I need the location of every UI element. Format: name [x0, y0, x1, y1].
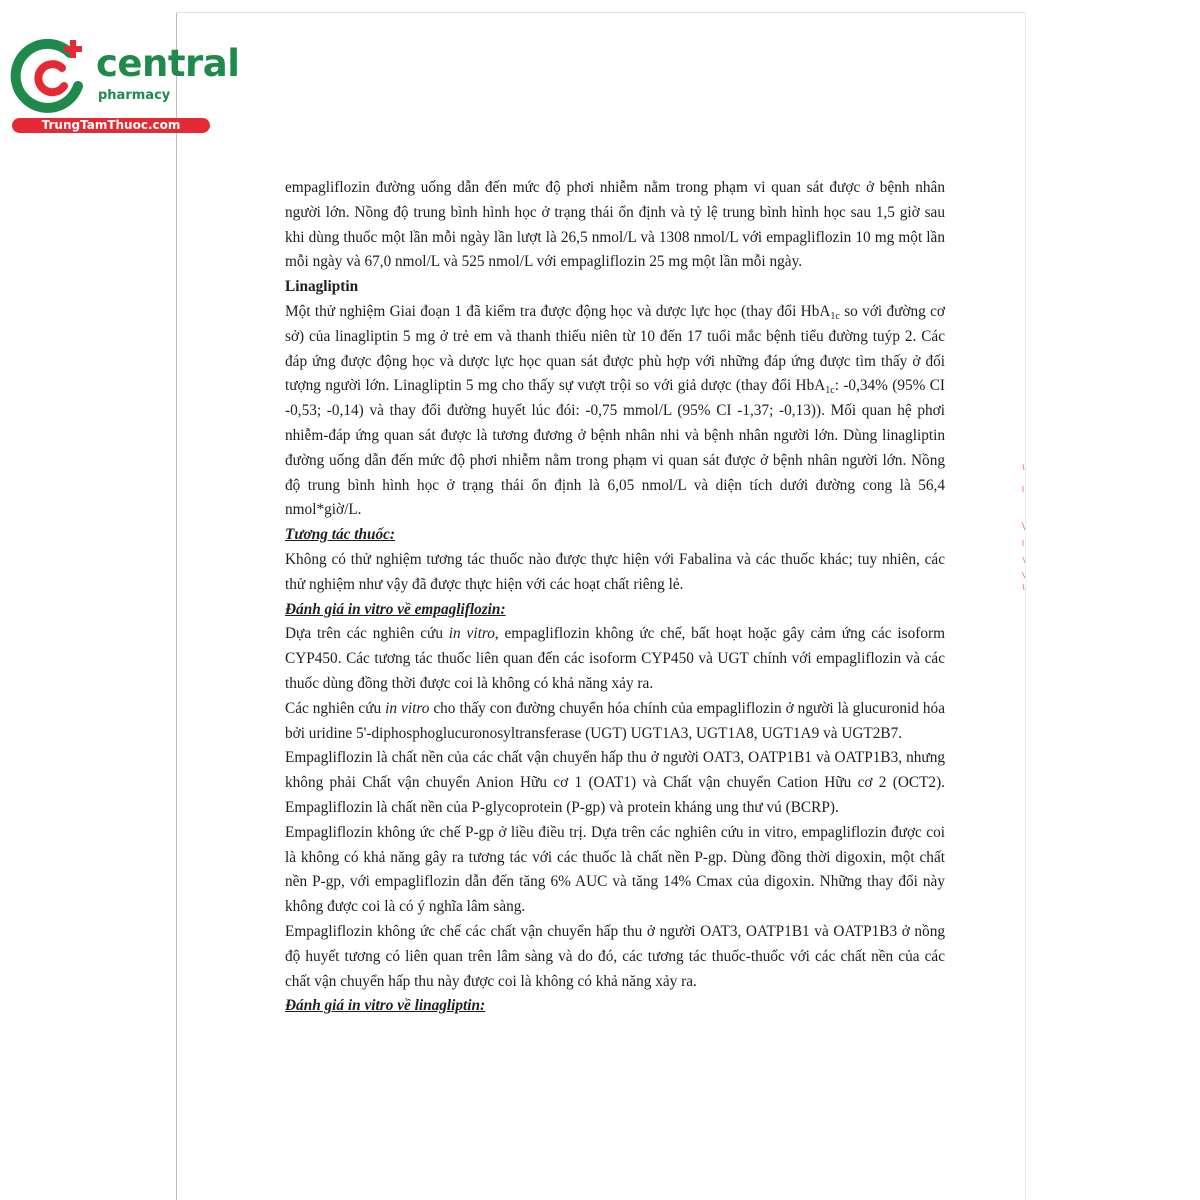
text-segment: Dựa trên các nghiên cứu [285, 625, 449, 643]
scan-edge-top [176, 12, 1026, 13]
brand-subtitle: pharmacy [98, 88, 171, 103]
paragraph-transporters: Empagliflozin là chất nền của các chất vận chuyển hấp thu ở người OAT3, OATP1B1 và OATP1B3, nhưng không phải Chất vận chuyển Anion Hữu cơ 1 (OAT1) và Chất vận chuyển Cation Hữu cơ 2 (OCT2). Empagliflozin là chất nền của P-glycoprotein (P-gp) và protein kháng ung thư vú (BCRP). [285, 749, 945, 816]
italic-in-vitro: in vitro [385, 699, 430, 717]
text-segment: : -0,34% (95% CI -0,53; -0,14) và thay đổi đường huyết lúc đói: -0,75 mmol/L (95% CI -1,37; -0,13)). Mối quan hệ phơi nhiễm-đáp ứng quan sát được là tương đương ở bệnh nhân nhi và bệnh nhân người lớn. Dùng linagliptin đường uống dẫn đến mức độ phơi nhiễm nằm trong phạm vi quan sát được ở bệnh nhân người lớn. Nồng độ trung bình hình học ở trạng thái ổn định là 6,05 nmol/L và diện tích dưới đường cong là 56,4 nmol*giờ/L. [285, 377, 945, 519]
paragraph-pgp: Empagliflozin không ức chế P-gp ở liều điều trị. Dựa trên các nghiên cứu in vitro, empagliflozin được coi là không có khả năng gây ra tương tác với các thuốc là chất nền P-gp. Dùng đồng thời digoxin, một chất nền P-gp, với empagliflozin dẫn đến tăng 6% AUC và tăng 14% Cmax của digoxin. Những thay đổi này không được coi là có ý nghĩa lâm sàng. [285, 823, 945, 916]
italic-in-vitro: in vitro [448, 625, 495, 643]
paragraph-metabolism [285, 697, 945, 747]
brand-mark-icon [10, 38, 90, 116]
text-segment: cho thấy con đường chuyển hóa chính của empagliflozin ở người là glucuronid hóa bởi uridine 5'-diphosphoglucuronosyltransferase (UGT) UGT1A3, UGT1A8, UGT1A9 và UGT2B7. [285, 699, 945, 742]
scan-edge-left [176, 12, 177, 1200]
text-segment: Một thử nghiệm Giai đoạn 1 đã kiểm tra được động học và dược lực học (thay đổi HbA [285, 302, 831, 320]
text-segment: , empagliflozin không ức chế, bất hoạt hoặc gây cảm ứng các isoform CYP450. Các tương tác thuốc liên quan đến các isoform CYP450 và UGT chính với empagliflozin và các thuốc dùng đồng thời được coi là không có khả năng xảy ra. [285, 625, 945, 692]
paragraph-linagliptin-pediatric [285, 300, 945, 523]
heading-linagliptin: Linagliptin [285, 278, 359, 296]
brand-logo [10, 38, 240, 138]
text-segment: Các nghiên cứu [285, 699, 386, 717]
subscript-1c: 1c [825, 385, 835, 397]
subscript-1c: 1c [830, 310, 840, 322]
heading-drug-interactions: Tương tác thuốc: [285, 526, 396, 544]
scan-edge-right [1025, 12, 1026, 1200]
heading-in-vitro-empagliflozin: Đánh giá in vitro về empagliflozin: [285, 600, 506, 618]
text-segment: so với đường cơ sở) của linagliptin 5 mg ở trẻ em và thanh thiếu niên từ 10 đến 17 tuổi mắc bệnh tiểu đường tuýp 2. Các đáp ứng được động học và dược lực học quan sát được phù hợp với những đáp ứng được tìm thấy ở đối tượng người lớn. Linagliptin 5 mg cho thấy sự vượt trội so với giả dược (thay đổi HbA [285, 302, 945, 395]
document-body [285, 176, 945, 1019]
paragraph-empagliflozin-pediatric: empagliflozin đường uống dẫn đến mức độ phơi nhiễm nằm trong phạm vi quan sát được ở bệnh nhân người lớn. Nồng độ trung bình hình học ở trạng thái ổn định và tỷ lệ trung bình hình học sau 1,5 giờ sau khi dùng thuốc một lần mỗi ngày lần lượt là 26,5 nmol/L và 1308 nmol/L với empagliflozin 10 mg một lần mỗi ngày và 67,0 nmol/L và 525 nmol/L với empagliflozin 25 mg một lần mỗi ngày. [285, 179, 945, 271]
scan-stray-marks [1018, 462, 1030, 592]
paragraph-cyp450 [285, 622, 945, 696]
brand-name: central [96, 42, 240, 85]
heading-in-vitro-linagliptin: Đánh giá in vitro về linagliptin: [285, 997, 486, 1015]
brand-site-banner: TrungTamThuoc.com [12, 118, 210, 133]
paragraph-interactions-intro: Không có thử nghiệm tương tác thuốc nào được thực hiện với Fabalina và các thuốc khác; tuy nhiên, các thử nghiệm như vậy đã được thực hiện với các hoạt chất riêng lẻ. [285, 550, 945, 593]
paragraph-oat-inhibition: Empagliflozin không ức chế các chất vận chuyển hấp thu ở người OAT3, OATP1B1 và OATP1B3 ở nồng độ huyết tương có liên quan trên lâm sàng và do đó, các tương tác thuốc-thuốc với các chất nền của các chất vận chuyển hấp thu này được coi là không có khả năng xảy ra. [285, 922, 945, 990]
